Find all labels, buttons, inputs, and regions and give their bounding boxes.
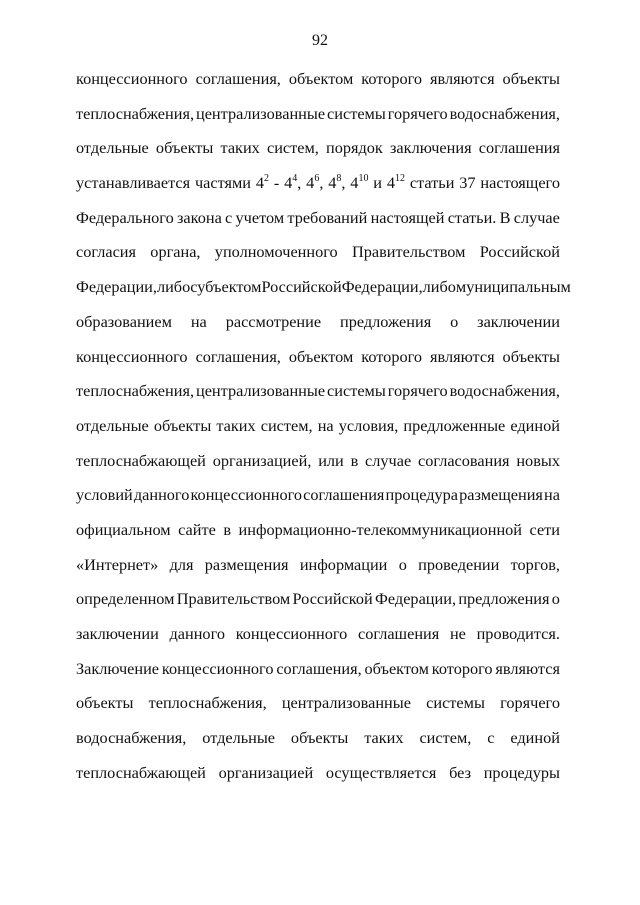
word: предложенные xyxy=(403,415,506,435)
word: предложения xyxy=(458,589,550,609)
word: размещения xyxy=(459,485,543,505)
word: Федерации, xyxy=(76,277,157,297)
word: соглашения xyxy=(357,624,440,643)
word: согласия xyxy=(76,242,136,262)
part-reference xyxy=(387,171,405,195)
word: теплоснабжения, xyxy=(148,693,267,713)
word: без xyxy=(449,762,472,782)
word: торгов, xyxy=(510,554,560,574)
text-line xyxy=(76,726,560,761)
text-line xyxy=(76,310,560,345)
word: которого xyxy=(361,69,423,88)
word: 4 xyxy=(284,173,293,193)
word: объектом xyxy=(288,346,354,366)
word: требований xyxy=(287,207,368,227)
word: устанавливается xyxy=(76,173,191,193)
word: соглашения, xyxy=(195,346,281,366)
part-reference xyxy=(256,171,269,195)
word: отдельные xyxy=(76,138,149,158)
word: на xyxy=(544,485,560,505)
punctuation: , xyxy=(341,173,346,193)
word: которого xyxy=(361,346,423,366)
word: о xyxy=(450,311,459,331)
word: организацией xyxy=(218,762,314,782)
word: о xyxy=(551,589,560,609)
text-line xyxy=(76,657,560,692)
text-line xyxy=(76,136,560,171)
word: рассмотрение xyxy=(225,311,322,331)
text-line xyxy=(76,67,560,102)
word: 4 xyxy=(328,173,337,193)
word: системы xyxy=(426,693,485,713)
word: случае xyxy=(365,450,412,470)
word: либо xyxy=(156,277,191,297)
word: определенном xyxy=(76,589,175,609)
word: таких xyxy=(220,138,260,158)
word: заключения xyxy=(390,138,472,158)
text-line xyxy=(76,553,560,588)
word: официальном xyxy=(76,519,171,539)
word: систем, xyxy=(419,728,472,748)
word: заключении xyxy=(76,624,159,643)
word: Правительством xyxy=(176,589,291,609)
word: учетом xyxy=(235,207,285,227)
word: Российской xyxy=(292,589,373,609)
word: случае xyxy=(513,207,560,227)
word: систем, xyxy=(260,415,313,435)
part-reference xyxy=(328,171,345,195)
word: объекты xyxy=(155,138,214,158)
word: Федерации, xyxy=(375,589,457,609)
word: муниципальным xyxy=(455,277,571,297)
word: Заключение xyxy=(76,658,160,678)
word: или xyxy=(318,450,344,470)
word: 4 xyxy=(386,173,395,193)
word: объекты xyxy=(76,693,134,713)
word: 4 xyxy=(255,173,264,193)
word: концессионного xyxy=(161,658,274,678)
word: отдельные xyxy=(76,415,149,435)
word: объекты xyxy=(290,728,349,748)
word: органа, xyxy=(150,242,201,262)
text-line xyxy=(76,379,560,414)
word: водоснабжения, xyxy=(449,381,560,401)
word: информации xyxy=(299,554,388,574)
word: порядок xyxy=(326,138,383,158)
word: в xyxy=(350,450,359,470)
word: 4 xyxy=(306,173,315,193)
text-line xyxy=(76,518,560,553)
word: новых xyxy=(516,450,560,470)
text-line xyxy=(76,414,560,449)
word: - xyxy=(273,173,280,193)
word: концессионного xyxy=(76,69,188,88)
word: Федерации, xyxy=(341,277,423,297)
word: сети xyxy=(529,519,560,539)
word: концессионного xyxy=(190,485,303,505)
punctuation: , xyxy=(297,173,302,193)
word: предложения xyxy=(340,311,432,331)
word: данного xyxy=(169,624,225,643)
word: проведении xyxy=(418,554,500,574)
word: централизованные xyxy=(195,381,326,401)
word: теплоснабжения, xyxy=(76,381,195,401)
word: настоящей xyxy=(370,207,445,227)
word: либо xyxy=(422,277,456,297)
word: не xyxy=(449,624,466,643)
word: размещения xyxy=(204,554,289,574)
word: 4 xyxy=(350,173,359,193)
word: водоснабжения, xyxy=(449,103,560,123)
word: теплоснабжающей xyxy=(76,450,206,470)
word: процедура xyxy=(385,485,459,505)
word: субъектом xyxy=(190,277,262,297)
word: о xyxy=(398,554,407,574)
word: отдельные xyxy=(202,728,276,748)
word: концессионного xyxy=(235,624,348,643)
word: системы xyxy=(327,103,386,123)
word: с xyxy=(487,728,495,748)
word: на xyxy=(317,415,334,435)
superscript: 12 xyxy=(394,172,405,184)
word: уполномоченного xyxy=(214,242,338,262)
word: с xyxy=(225,207,233,227)
word: организацией, xyxy=(212,450,312,470)
word: статьи. xyxy=(447,207,497,227)
superscript: 10 xyxy=(358,172,369,184)
part-reference xyxy=(306,171,323,195)
word: условий xyxy=(76,485,133,505)
word: информационно-телекоммуникационной xyxy=(238,519,523,539)
word: централизованные xyxy=(195,103,326,123)
word: и xyxy=(373,173,382,193)
word: Правительством xyxy=(351,242,466,262)
body-text xyxy=(76,67,571,795)
part-reference xyxy=(350,171,368,195)
text-line xyxy=(76,171,560,206)
text-line xyxy=(76,449,560,484)
text-line xyxy=(76,240,560,275)
word: являются xyxy=(430,69,495,88)
word: являются xyxy=(495,658,560,678)
word: сайте xyxy=(178,519,216,539)
word: 37 xyxy=(459,173,476,193)
word: «Интернет» xyxy=(76,554,159,574)
word: которого xyxy=(431,658,493,678)
word: соглашения xyxy=(478,138,560,158)
word: Российской xyxy=(261,277,342,297)
word: системы xyxy=(327,381,386,401)
word: объекты xyxy=(502,69,560,88)
word: соглашения xyxy=(303,485,385,505)
text-line xyxy=(76,587,560,622)
text-line xyxy=(76,691,560,726)
word: единой xyxy=(510,415,560,435)
text-line xyxy=(76,102,560,137)
text-line xyxy=(76,345,560,380)
word: статьи xyxy=(409,173,455,193)
word: концессионного xyxy=(76,346,188,366)
word: настоящего xyxy=(480,173,560,193)
word: систем, xyxy=(266,138,319,158)
text-line xyxy=(76,483,560,518)
word: частями xyxy=(194,173,252,193)
word: горячего xyxy=(387,381,448,401)
word: на xyxy=(190,311,207,331)
word: теплоснабжающей xyxy=(76,762,206,782)
superscript: 8 xyxy=(336,172,342,184)
word: соглашения, xyxy=(276,658,362,678)
word: объектом xyxy=(288,69,354,88)
word: данного xyxy=(133,485,190,505)
word: заключении xyxy=(477,311,560,331)
text-line xyxy=(76,206,560,241)
word: являются xyxy=(430,346,495,366)
word: В xyxy=(499,207,511,227)
word: для xyxy=(169,554,194,574)
word: таких xyxy=(364,728,404,748)
word: объектом xyxy=(364,658,429,678)
word: водоснабжения, xyxy=(76,728,187,748)
word: горячего xyxy=(387,103,448,123)
word: процедуры xyxy=(483,762,560,782)
word: Российской xyxy=(479,242,560,262)
superscript: 2 xyxy=(264,172,269,184)
page-number: 92 xyxy=(312,32,328,49)
text-line xyxy=(76,761,560,796)
word: Федерального xyxy=(76,207,174,227)
word: теплоснабжения, xyxy=(76,103,195,123)
word: проводится. xyxy=(476,624,560,643)
word: образованием xyxy=(76,311,172,331)
word: согласования xyxy=(417,450,510,470)
word: закона xyxy=(176,207,222,227)
word: таких xyxy=(216,415,256,435)
word: объекты xyxy=(502,346,560,366)
punctuation: , xyxy=(319,173,324,193)
word: соглашения, xyxy=(195,69,281,88)
word: осуществляется xyxy=(325,762,437,782)
word: горячего xyxy=(500,693,560,713)
word: объекты xyxy=(153,415,212,435)
part-reference xyxy=(284,171,301,195)
word: единой xyxy=(510,728,560,748)
text-line xyxy=(76,275,571,310)
word: централизованные xyxy=(281,693,411,713)
superscript: 4 xyxy=(292,172,298,184)
word: в xyxy=(223,519,232,539)
word: условия, xyxy=(338,415,399,435)
superscript: 6 xyxy=(314,172,320,184)
text-line xyxy=(76,622,560,657)
